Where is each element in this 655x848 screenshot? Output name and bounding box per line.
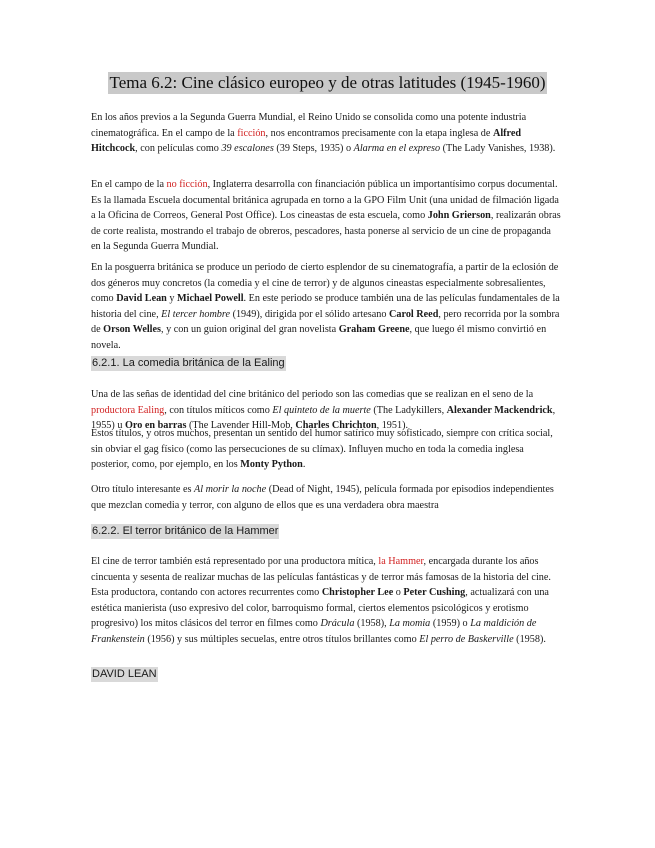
p7-text: (1958). (513, 633, 546, 645)
p2-text: , Inglaterra desarrolla con financiación pública un importantísimo corpus documental. Es la llamada Escuela documental británica agrupada en torno a la GPO Film Unit (una unidad de filmación ligada a la Oficina de Correos, General Post Office). Los cineastas de esta escuela, como (91, 179, 559, 222)
p3-bold-name: Orson Welles (103, 324, 161, 336)
p1-italic-title: Alarma en el expreso (353, 143, 441, 155)
p5-text: Estos títulos, y otros muchos, presentan un sentido del humor satírico muy sofisticado, siempre con crítica social, sin obviar el gag físico (como las persecuciones de su clímax). Influyen mucho en toda la comedia inglesa posterior, como, por ejemplo, en los (91, 428, 553, 471)
paragraph-hitchcock (91, 110, 561, 157)
section-heading-ealing: 6.2.1. La comedia británica de la Ealing (92, 357, 285, 369)
p3-text: , y con un guion original del gran novelista (161, 324, 339, 336)
p6-text: (Dead of Night, 1945), película formada por episodios independientes que mezclan comedia y terror, con alguno de ellos que es una verdadera obra maestra (91, 484, 554, 511)
p3-italic-title: El tercer hombre (161, 308, 231, 320)
p7-bold-name: Christopher Lee (321, 587, 394, 599)
p7-bold-name: Peter Cushing (403, 587, 466, 599)
p4-bold-title: Oro en barras (124, 420, 187, 432)
p7-text: o (393, 587, 404, 599)
p2-text: , realizarán obras de corte realista, mostrando el trabajo de obreros, pescadores, hasta ponerse al servicio de un cine de propaganda en la Segunda Guerra Mundial. (91, 210, 561, 253)
p3-bold-name: Carol Reed (389, 308, 439, 320)
p2-bold-name: John Grierson (427, 210, 491, 222)
p4-bold-name: Charles Chrichton (295, 420, 377, 432)
p3-text: En la posguerra británica se produce un periodo de cierto esplendor de su cinematografía, a partir de la eclosión de dos géneros muy concretos (la comedia y el cine de terror) y de algunos cineastas especialmente sobresalientes, como (91, 262, 559, 305)
title-wrap (0, 72, 655, 94)
p7-italic-title: Drácula (320, 618, 355, 630)
p4-text: , 1951). (376, 420, 409, 432)
document-title: Tema 6.2: Cine clásico europeo y de otras latitudes (1945-1960) (109, 73, 546, 92)
p4-text: Una de las señas de identidad del cine británico del periodo son las comedias que se realizan en el seno de la (91, 389, 534, 400)
paragraph-humor (91, 426, 561, 473)
p6-text: Otro título interesante es (91, 484, 194, 495)
p2-text: En el campo de la (91, 179, 167, 190)
p1-text: , nos encontramos precisamente con la etapa inglesa de (265, 127, 493, 139)
p3-text: . En este periodo se produce también una de las películas fundamentales de la historia del cine, (91, 293, 560, 320)
p5-text: . (302, 459, 306, 471)
p3-bold-name: Michael Powell (177, 293, 244, 305)
p5-bold-name: Monty Python (240, 459, 303, 471)
p1-bold-name: Alfred Hitchcock (91, 127, 522, 155)
p4-text: (The Ladykillers, (370, 404, 447, 416)
p7-italic-title: La maldición de Frankenstein (91, 618, 537, 645)
p4-red-term: productora Ealing (91, 404, 165, 416)
p3-bold-name: David Lean (116, 293, 167, 305)
p3-bold-name: Graham Greene (338, 324, 410, 336)
paragraph-posguerra (91, 260, 561, 354)
p1-text: En los años previos a la Segunda Guerra Mundial, el Reino Unido se consolida como una potente industria cinematográfica. En el campo de la (91, 112, 527, 139)
p3-text: , que luego él mismo convirtió en novela. (91, 324, 547, 351)
paragraph-hammer (91, 554, 561, 648)
p4-text: (The Lavender Hill-Mob, (186, 420, 296, 432)
p7-text: (1958), (354, 618, 390, 630)
section-heading-hammer: 6.2.2. El terror británico de la Hammer (92, 525, 279, 537)
paragraph-documentary (91, 177, 561, 255)
p1-text: (The Lady Vanishes, 1938). (440, 143, 556, 155)
p4-text: , 1955) u (91, 404, 556, 432)
p7-text: (1956) y sus múltiples secuelas, entre otros títulos brillantes como (144, 633, 420, 645)
p4-bold-name: Alexander Mackendrick (446, 404, 553, 416)
p7-text: , actualizará con una estética manierista (uso expresivo del color, barroquismo formal, ciertos elementos psicológicos y erotismo progresivo) los mitos clásicos del terror en filmes como (91, 587, 549, 630)
p4-text: , con títulos míticos como (164, 404, 273, 416)
p7-red-term: la Hammer (378, 556, 424, 567)
p7-italic-title: El perro de Baskerville (419, 633, 514, 645)
p1-text: (39 Steps, 1935) o (273, 143, 354, 155)
p3-text: y (166, 293, 178, 305)
p2-red-term: no ficción (166, 179, 208, 190)
p1-red-term: ficción (237, 127, 266, 139)
p7-text: , encargada durante los años cincuenta y sesenta de realizar muchas de las películas fantásticas y de terror más famosas de la historia del cine. Esta productora, contando con actores recurrentes como (91, 556, 551, 599)
p3-text: (1949), dirigida por el sólido artesano (230, 308, 390, 320)
p1-italic-title: 39 escalones (221, 143, 274, 155)
p3-text: , pero recorrida por la sombra de (91, 308, 560, 336)
p7-text: (1959) o (430, 618, 471, 630)
p6-italic-title: Al morir la noche (193, 484, 267, 495)
p4-italic-title: El quinteto de la muerte (272, 404, 371, 416)
p7-italic-title: La momia (389, 618, 431, 630)
p1-text: , con películas como (135, 143, 222, 155)
paragraph-dead-of-night (91, 482, 561, 513)
section-heading-david-lean: DAVID LEAN (92, 668, 157, 680)
p7-text: El cine de terror también está representado por una productora mítica, (91, 556, 379, 567)
